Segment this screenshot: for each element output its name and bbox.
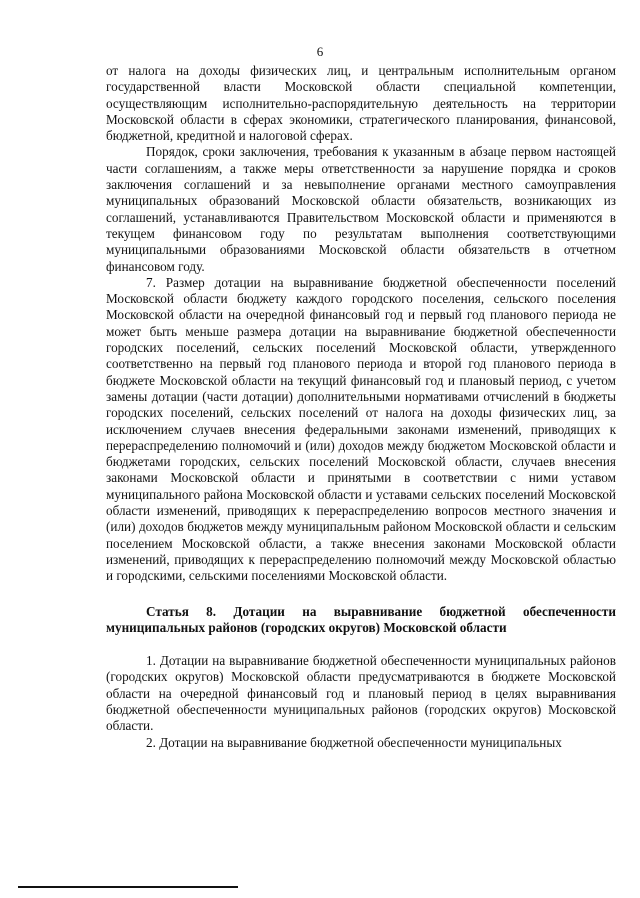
paragraph-item-7: 7. Размер дотации на выравнивание бюджетной обеспеченности поселений Московской области бюджету каждого городского поселения, сельского поселения Московской области на очередной финансовый год и первый год планового периода не может быть меньше размера дотации на выравнивание бюджетной обеспеченности городских поселений, сельских поселений Московской области, утвержденного соответственно на первый год планового периода и второй год планового периода в бюджете Московской области на текущий финансовый год и плановый период, с учетом замены дотации (части дотации) дополнительными нормативами отчислений в бюджеты городских поселений, сельских поселений от налога на доходы физических лиц, за исключением случаев внесения федеральными законами изменений, приводящих к перераспределению полномочий и (или) доходов между бюджетом Московской области и бюджетами городских, сельских поселений Московской области, случаев внесения законами Московской области и принятыми в соответствии с ними уставом муниципального района Московской области и уставами сельских поселений Московской области изменений, приводящих к перераспределению вопросов местного значения и (или) доходов бюджетов между муниципальным районом Московской области и сельским поселением Московской области, а также внесения законами Московской области изменений, приводящих к перераспределению полномочий между Московской областью и городскими, сельскими поселениями Московской области. <box>106 274 616 584</box>
page-number: 6 <box>316 44 324 59</box>
document-body <box>106 63 616 751</box>
paragraph-article-8-item-1: 1. Дотации на выравнивание бюджетной обеспеченности муниципальных районов (городских округов) Московской области предусматриваются в бюджете Московской области на очередной финансовый год и плановый период в целях выравнивания бюджетной обеспеченности муниципальных районов (городских округов) Московской области. <box>106 653 616 734</box>
paragraph-agreements-procedure: Порядок, сроки заключения, требования к указанным в абзаце первом настоящей части соглашениям, а также меры ответственности за нарушение порядка и сроков заключения соглашений и за невыполнение органами местного самоуправления муниципальных образований Московской области обязательств, возникающих из соглашений, устанавливаются Правительством Московской области и применяются в текущем финансовом году по результатам выполнения соответствующими муниципальными образованиями Московской области обязательств в отчетном финансовом году. <box>106 144 616 274</box>
article-8-heading: Статья 8. Дотации на выравнивание бюджетной обеспеченности муниципальных районов (городских округов) Московской области <box>106 603 616 635</box>
paragraph-article-8-item-2: 2. Дотации на выравнивание бюджетной обеспеченности муниципальных <box>146 734 562 750</box>
paragraph-continuation: от налога на доходы физических лиц, и центральным исполнительным органом государственной власти Московской области специальной компетенции, осуществляющим исполнительно-распорядительную деятельность на территории Московской области в сферах экономики, стратегического планирования, финансовой, бюджетной, кредитной и налоговой сферах. <box>106 63 616 144</box>
footer-rule <box>18 886 238 888</box>
